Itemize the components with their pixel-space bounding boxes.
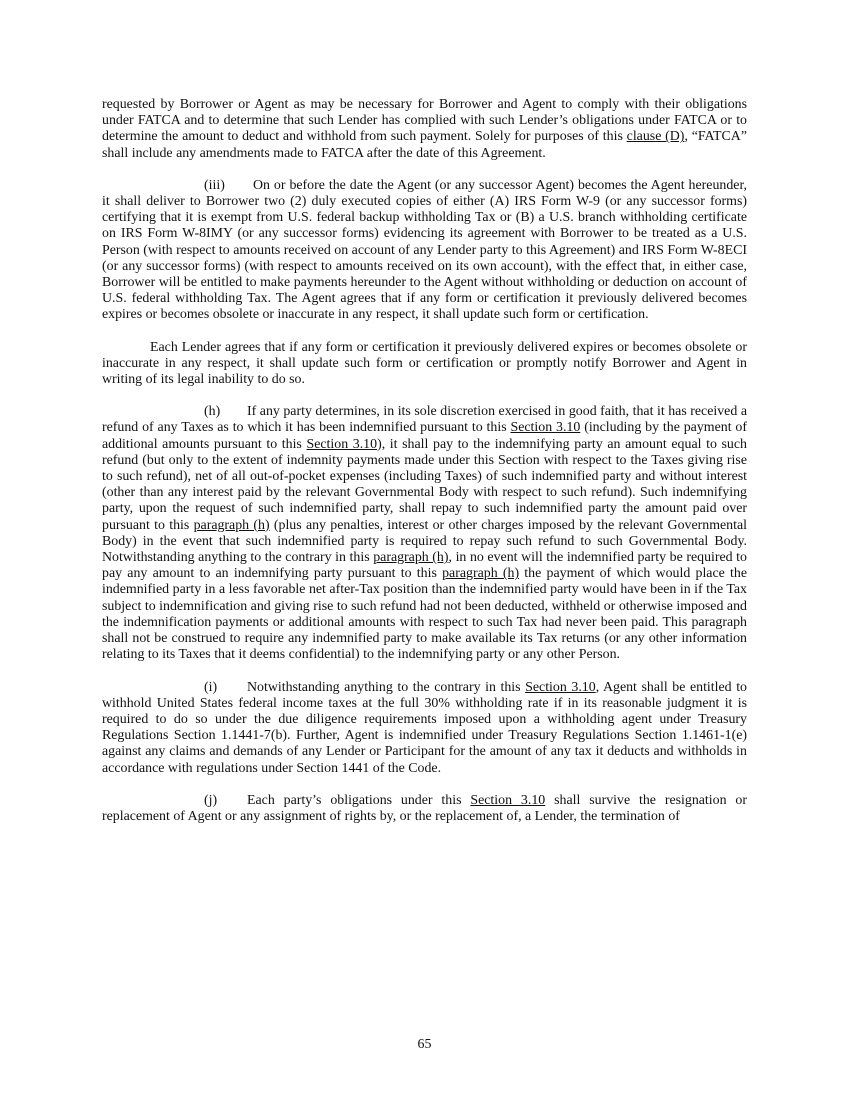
text-segment: , in no event will the indemnified party be required to pay any amount to an indemnifying party pursuant to this [102,550,747,582]
text-segment: the payment of which would place the indemnified party in a less favorable net after-Tax position than the indemnified party would have been in if the Tax subject to indemnification and giving rise to such refund had not been deducted, withheld or otherwise imposed and the indemnification payments or additional amounts with respect to such Tax had never been paid. This paragraph shall not be construed to require any indemnified party to make available its Tax returns (or any other information relating to its Taxes that it deems confidential) to the indemnifying party or any other Person. [102,566,748,663]
paragraph-spacer [102,664,747,680]
paragraph-spacer [102,388,747,404]
document-page [102,97,747,825]
text-segment: If any party determines, in its sole discretion exercised in good faith, that it has received a refund of any Taxes as to which it has been indemnified pursuant to this [102,404,747,436]
paragraph-label: (iii) [204,177,225,193]
paragraph-spacer [102,324,747,340]
paragraph-label: (h) [204,404,221,420]
paragraph-fatca-continuation [102,97,747,162]
paragraph-j [102,793,747,825]
paragraph-label: (i) [204,679,218,695]
text-segment: Notwithstanding anything to the contrary in this [247,679,526,695]
text-segment: On or before the date the Agent (or any successor Agent) becomes the Agent hereunder, it shall deliver to Borrower two (2) duly executed copies of either (A) IRS Form W-9 (or any successor forms) certifying that it is exempt from U.S. federal backup withholding Tax or (B) a U.S. branch withholding certificate on IRS Form W-8IMY (or any successor forms) evidencing its agreement with Borrower to be treated as a U.S. Person (with respect to amounts received on account of any Lender party to this Agreement) and IRS Form W-8ECI (or any successor forms) (with respect to amounts received on its own account), with the effect that, in either case, Borrower will be entitled to make payments hereunder to the Agent without withholding or deduction on account of U.S. federal withholding Tax. The Agent agrees that if any form or certification it previously delivered becomes expires or becomes obsolete or inaccurate in any respect, it shall update such form or certification. [102,177,747,323]
paragraph-reference: paragraph (h) [373,550,449,566]
paragraph-reference: paragraph (h) [193,517,270,533]
paragraph-h [102,404,747,663]
section-reference: Section 3.10 [525,679,596,695]
paragraph-spacer [102,777,747,793]
section-reference: Section 3.10 [510,420,581,436]
text-segment: , “FATCA” shall include any amendments made to FATCA after the date of this Agreement. [102,129,747,161]
paragraph-spacer [102,162,747,178]
text-segment: Each party’s obligations under this [247,792,471,808]
paragraph-reference: paragraph (h) [442,566,520,582]
paragraph-iii [102,178,747,324]
clause-d-reference: clause (D) [626,129,685,145]
text-segment: , Agent shall be entitled to withhold United States federal income taxes at the full 30% withholding rate if in its reasonable judgment it is required to do so under the due diligence requirements imposed upon a withholding agent under Treasury Regulations Section 1.1441-7(b). Further, Agent is indemnified under Treasury Regulations Section 1.1461-1(e) against any claims and demands of any Lender or Participant for the amount of any tax it deducts and withholds in accordance with regulations under Section 1441 of the Code. [102,679,747,776]
text-segment: shall survive the resignation or replacement of Agent or any assignment of rights by, or the replacement of, a Lender, the termination of [102,792,747,824]
paragraph-i [102,680,747,777]
section-reference: Section 3.10 [306,436,378,452]
paragraph-lender-agreement [102,340,747,389]
text-segment: requested by Borrower or Agent as may be necessary for Borrower and Agent to comply with their obligations under FATCA and to determine that such Lender has complied with such Lender’s obligations under FATCA or to determine the amount to deduct and withhold from such payment. Solely for purposes of this [102,97,747,145]
text-segment: Each Lender agrees that if any form or certification it previously delivered expires or becomes obsolete or inaccurate in any respect, it shall update such form or certification or promptly notify Borrower and Agent in writing of its legal inability to do so. [102,339,747,388]
text-segment: (including by the payment of additional amounts pursuant to this [102,420,747,452]
text-segment: (plus any penalties, interest or other charges imposed by the relevant Governmental Body) in the event that such indemnified party is required to repay such refund to such Governmental Body. Notwithstanding anything to the contrary in this [102,517,747,566]
paragraph-label: (j) [204,792,218,808]
text-segment: ), it shall pay to the indemnifying party an amount equal to such refund (but only to the extent of indemnity payments made under this Section with respect to the Taxes giving rise to such refund), net of all out-of-pocket expenses (including Taxes) of such indemnified party and without interest (other than any interest paid by the relevant Governmental Body with respect to such refund). Such indemnifying party, upon the request of such indemnified party, shall repay to such indemnified party the amount paid over pursuant to this [102,436,747,533]
section-reference: Section 3.10 [470,792,546,808]
page-number: 65 [417,1037,432,1052]
